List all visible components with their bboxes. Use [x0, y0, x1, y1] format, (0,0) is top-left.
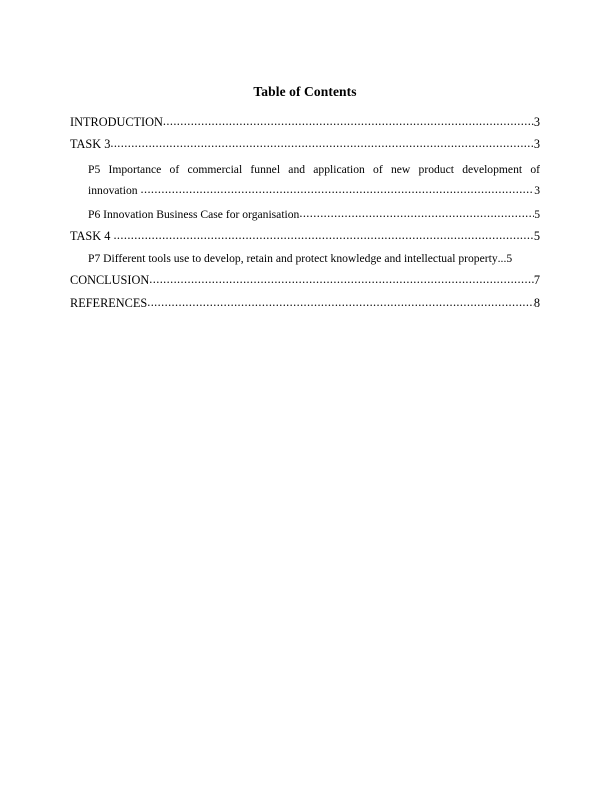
dot-leader — [110, 137, 533, 149]
dot-leader — [163, 115, 534, 127]
toc-entry-page: 3 — [534, 183, 540, 197]
toc-entry-conclusion[interactable] — [70, 274, 540, 286]
dot-leader — [299, 207, 534, 219]
toc-entry-p7[interactable] — [70, 253, 540, 265]
toc-entry-page: 3 — [533, 137, 540, 152]
toc-entry-label: INTRODUCTION — [70, 115, 163, 130]
dot-leader — [147, 296, 534, 308]
toc-entry-label: TASK 3 — [70, 137, 111, 152]
toc-entry-page: 5 — [534, 207, 540, 221]
toc-entry-page: 3 — [533, 115, 540, 130]
toc-entry-label: P5 Importance of commercial funnel and application of new product development of — [88, 162, 540, 176]
toc-entry-p5[interactable] — [70, 161, 540, 200]
dot-leader — [141, 180, 535, 199]
toc-entry-label: CONCLUSION — [70, 273, 150, 288]
toc-entry-page: 7 — [533, 273, 540, 288]
page-title: Table of Contents — [253, 84, 357, 99]
dot-leader — [149, 273, 534, 285]
dot-leader — [113, 229, 533, 241]
toc-entry-label-continuation: innovation — [88, 183, 141, 197]
toc-entry-label: P7 Different tools use to develop, retain and protect knowledge and intellectual property — [88, 251, 498, 265]
short-dot-leader: ... — [497, 251, 507, 265]
toc-entry-label: REFERENCES — [70, 295, 148, 310]
toc-entry-label: P6 Innovation Business Case for organisation — [88, 207, 300, 221]
toc-entry-task-3[interactable] — [70, 138, 540, 150]
toc-entry-references[interactable] — [70, 297, 540, 309]
toc-entry-introduction[interactable] — [70, 116, 540, 128]
toc-entry-task-4[interactable] — [70, 230, 540, 242]
toc-entry-page: 5 — [533, 229, 540, 244]
toc-entry-page: 8 — [533, 295, 540, 310]
toc-entry-label: TASK 4 — [70, 229, 114, 244]
toc-entry-p6[interactable] — [70, 208, 540, 221]
toc-entry-page: 5 — [506, 251, 513, 265]
table-of-contents — [70, 116, 540, 309]
